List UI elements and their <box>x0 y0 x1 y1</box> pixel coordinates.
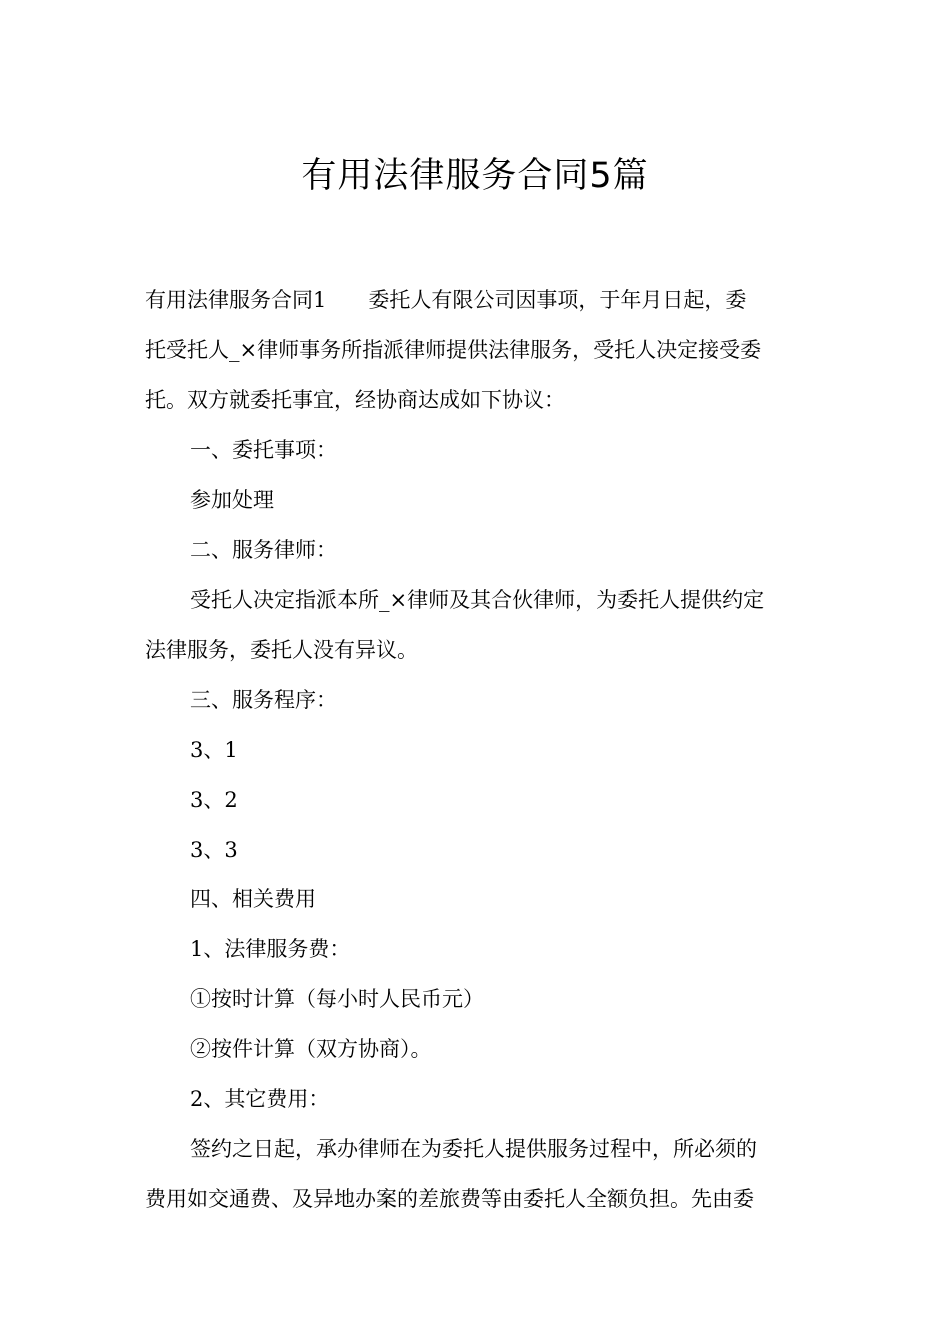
body-line-2: 托受托人_×律师事务所指派律师提供法律服务，受托人决定接受委 <box>145 338 762 362</box>
section-heading-2: 二、服务律师： <box>190 538 337 562</box>
section-heading-3: 三、服务程序： <box>190 688 337 712</box>
body-line-7: 签约之日起，承办律师在为委托人提供服务过程中，所必须的 <box>190 1137 757 1161</box>
list-item-fee-1b: ②按件计算（双方协商）。 <box>190 1037 432 1061</box>
body-line-5: 受托人决定指派本所_×律师及其合伙律师，为委托人提供约定 <box>190 588 765 612</box>
list-item-3-2: 3、2 <box>190 788 238 812</box>
list-item-3-3: 3、3 <box>190 838 238 862</box>
section-heading-1: 一、委托事项： <box>190 438 337 462</box>
list-item-fee-1a: ①按时计算（每小时人民币元） <box>190 987 484 1011</box>
body-line-3: 托。双方就委托事宜，经协商达成如下协议： <box>145 388 565 412</box>
section-heading-4: 四、相关费用 <box>190 887 316 911</box>
body-line-1: 有用法律服务合同1 委托人有限公司因事项，于年月日起，委 <box>145 288 747 312</box>
list-item-fee-1: 1、法律服务费： <box>190 937 351 961</box>
document-title: 有用法律服务合同5篇 <box>301 156 649 197</box>
list-item-3-1: 3、1 <box>190 738 238 762</box>
body-line-8: 费用如交通费、及异地办案的差旅费等由委托人全额负担。先由委 <box>145 1187 754 1211</box>
list-item-fee-2: 2、其它费用： <box>190 1087 330 1111</box>
body-line-6: 法律服务，委托人没有异议。 <box>145 638 418 662</box>
body-line-4: 参加处理 <box>190 488 274 512</box>
